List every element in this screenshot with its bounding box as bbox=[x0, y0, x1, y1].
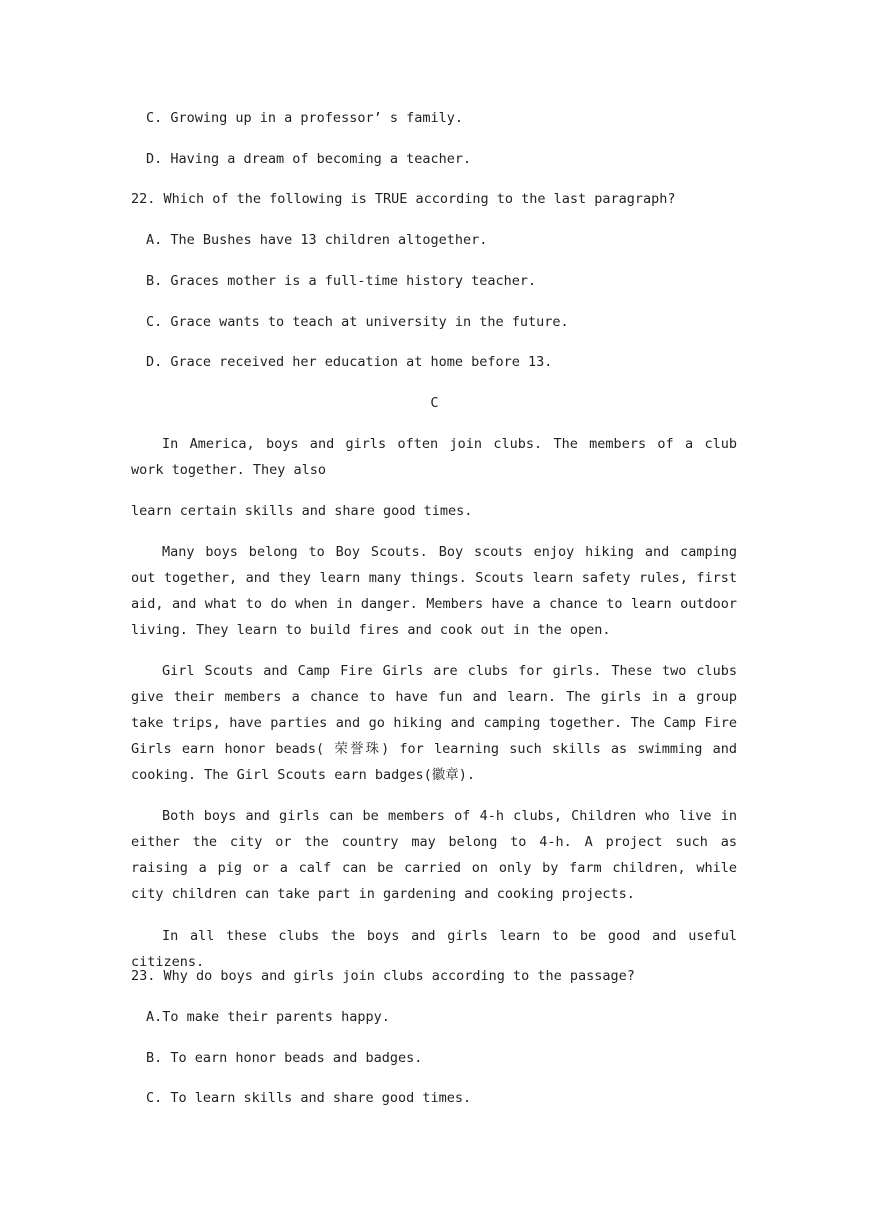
q21-option-d: D. Having a dream of becoming a teacher. bbox=[146, 151, 472, 167]
q21-option-c: C. Growing up in a professor’ s family. bbox=[146, 110, 463, 126]
passage-paragraph-4: Both boys and girls can be members of 4-h clubs, Children who live in either the city or the country may belong to 4-h. A project such as raising a pig or a calf can be carried on only by farm children, while city children can take part in gardening and cooking projects. bbox=[131, 808, 737, 902]
passage-paragraph-1-continued: learn certain skills and share good times. bbox=[131, 503, 473, 519]
q23-option-a: A.To make their parents happy. bbox=[146, 1009, 390, 1025]
passage-paragraph-1: In America, boys and girls often join clubs. The members of a club work together. They also bbox=[131, 436, 737, 478]
q23-option-b: B. To earn honor beads and badges. bbox=[146, 1050, 423, 1066]
passage-paragraph-3: Girl Scouts and Camp Fire Girls are clubs for girls. These two clubs give their members a chance to have fun and learn. The girls in a group take trips, have parties and go hiking and camping together. The Camp Fire Girls earn honor beads( 荣誉珠) for learning such skills as swimming and cooking. The Girl Scouts earn badges(徽章). bbox=[131, 663, 737, 783]
q22-option-b: B. Graces mother is a full-time history teacher. bbox=[146, 273, 537, 289]
q23-stem: 23. Why do boys and girls join clubs according to the passage? bbox=[131, 968, 635, 984]
passage-paragraph-2: Many boys belong to Boy Scouts. Boy scouts enjoy hiking and camping out together, and they learn many things. Scouts learn safety rules, first aid, and what to do when in danger. Members have a chance to learn outdoor living. They learn to build fires and cook out in the open. bbox=[131, 544, 737, 638]
q22-stem: 22. Which of the following is TRUE according to the last paragraph? bbox=[131, 191, 676, 207]
q23-option-c: C. To learn skills and share good times. bbox=[146, 1090, 472, 1106]
q22-option-c: C. Grace wants to teach at university in the future. bbox=[146, 314, 569, 330]
passage-paragraph-5: In all these clubs the boys and girls learn to be good and useful citizens. bbox=[131, 928, 737, 970]
passage-heading: C bbox=[430, 395, 439, 411]
q22-option-d: D. Grace received her education at home before 13. bbox=[146, 354, 553, 370]
q22-option-a: A. The Bushes have 13 children altogether. bbox=[146, 232, 488, 248]
